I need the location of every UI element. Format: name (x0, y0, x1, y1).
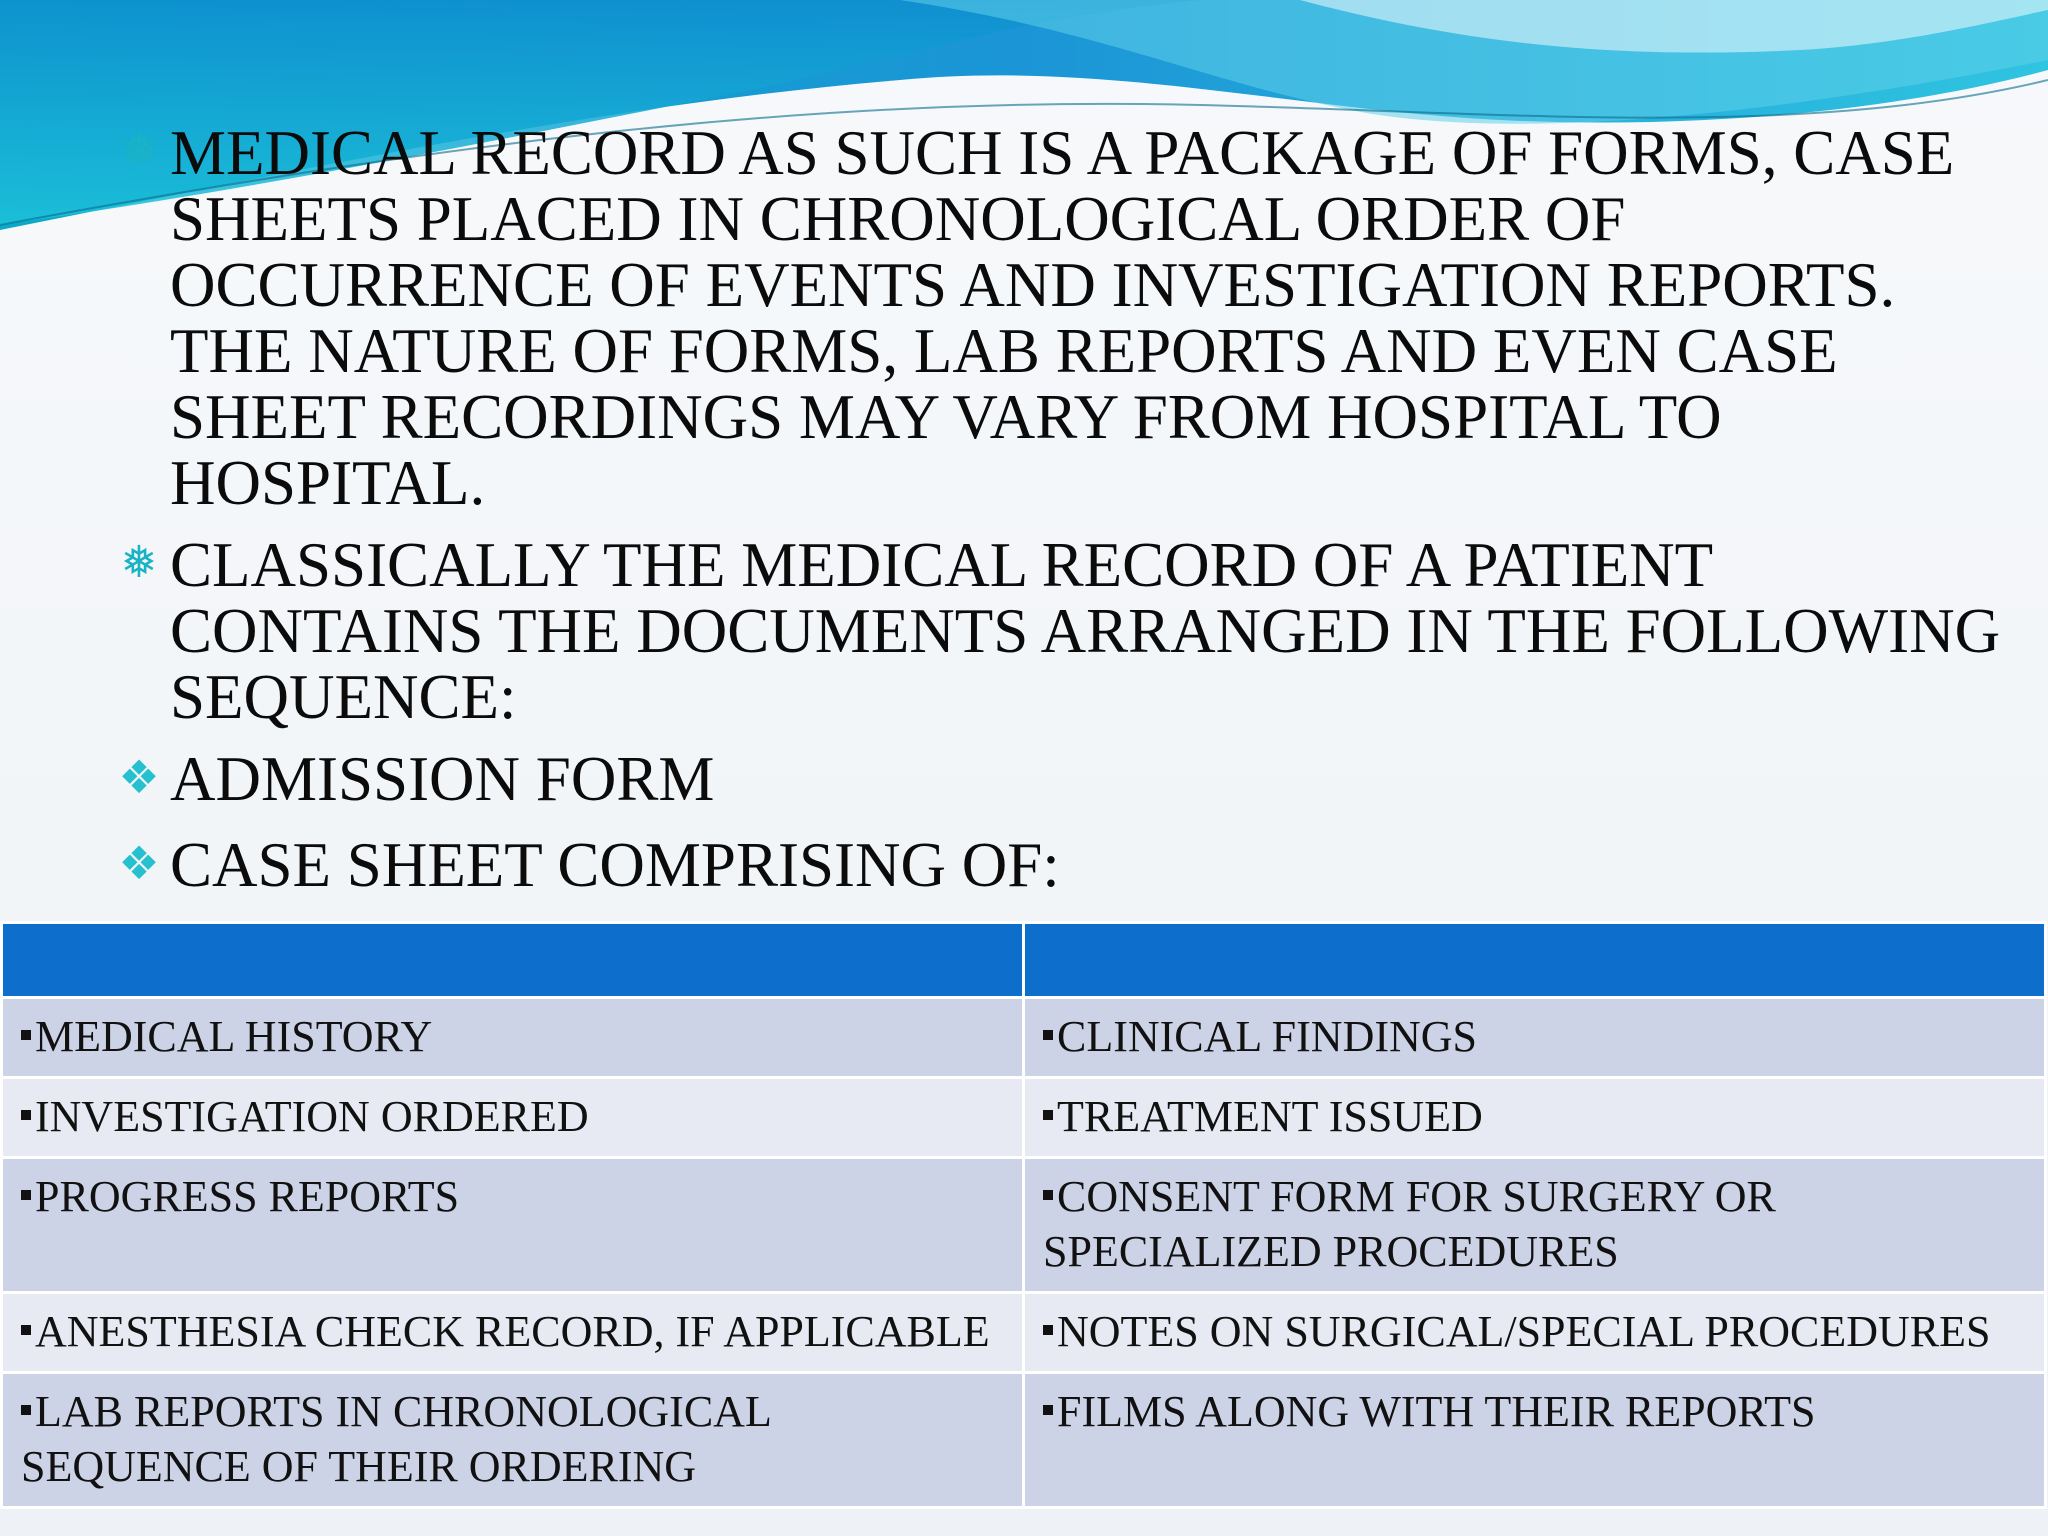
table-row (2, 1078, 2046, 1158)
table-cell (1024, 1373, 2046, 1508)
square-bullet-icon (1043, 1405, 1053, 1415)
cell-text: ANESTHESIA CHECK RECORD, IF APPLICABLE (35, 1307, 990, 1356)
cell-text: NOTES ON SURGICAL/SPECIAL PROCEDURES (1057, 1307, 1991, 1356)
cell-text: LAB REPORTS IN CHRONOLOGICAL SEQUENCE OF THEIR ORDERING (21, 1387, 771, 1491)
case-sheet-table-wrapper (0, 921, 2048, 1509)
bullet-text: ADMISSION FORM (170, 744, 715, 814)
table-header-cell (2, 923, 1024, 998)
bullet-item (110, 746, 2010, 812)
bullet-text: CLASSICALLY THE MEDICAL RECORD OF A PATIENT CONTAINS THE DOCUMENTS ARRANGED IN THE FOLLOWING SEQUENCE: (170, 530, 2001, 732)
table-row (2, 1293, 2046, 1373)
table-cell (2, 1373, 1024, 1508)
table-header-row (2, 923, 2046, 998)
square-bullet-icon (21, 1190, 31, 1200)
cell-text: PROGRESS REPORTS (35, 1172, 460, 1221)
four-diamond-icon: ❖ (118, 836, 160, 890)
case-sheet-table (0, 921, 2047, 1509)
table-header-cell (1024, 923, 2046, 998)
square-bullet-icon (21, 1110, 31, 1120)
cell-text: INVESTIGATION ORDERED (35, 1092, 589, 1141)
table-cell (2, 998, 1024, 1078)
square-bullet-icon (21, 1030, 31, 1040)
square-bullet-icon (21, 1325, 31, 1335)
square-bullet-icon (1043, 1110, 1053, 1120)
bullet-text: CASE SHEET COMPRISING OF: (170, 830, 1060, 900)
square-bullet-icon (1043, 1030, 1053, 1040)
table-row (2, 998, 2046, 1078)
cell-text: CONSENT FORM FOR SURGERY OR SPECIALIZED PROCEDURES (1043, 1172, 1776, 1276)
cell-text: TREATMENT ISSUED (1057, 1092, 1483, 1141)
square-bullet-icon (1043, 1325, 1053, 1335)
bullet-item (110, 832, 2010, 898)
table-cell (1024, 1158, 2046, 1293)
cell-text: CLINICAL FINDINGS (1057, 1012, 1478, 1061)
table-cell (1024, 1078, 2046, 1158)
snowflake-icon: ❅ (120, 537, 158, 588)
table-cell (1024, 998, 2046, 1078)
snowflake-icon: ❅ (120, 125, 158, 176)
table-row (2, 1373, 2046, 1508)
table-cell (2, 1158, 1024, 1293)
table-cell (2, 1078, 1024, 1158)
table-cell (1024, 1293, 2046, 1373)
bullet-text: MEDICAL RECORD AS SUCH IS A PACKAGE OF FORMS, CASE SHEETS PLACED IN CHRONOLOGICAL ORDER OF OCCURRENCE OF EVENTS AND INVESTIGATION REPORTS. THE NATURE OF FORMS, LAB REPORTS AND EVEN CASE SHEET RECORDINGS MAY VARY FROM HOSPITAL TO HOSPITAL. (170, 118, 1955, 518)
square-bullet-icon (21, 1405, 31, 1415)
bullet-item (110, 532, 2010, 730)
cell-text: FILMS ALONG WITH THEIR REPORTS (1057, 1387, 1816, 1436)
square-bullet-icon (1043, 1190, 1053, 1200)
table-row (2, 1158, 2046, 1293)
table-cell (2, 1293, 1024, 1373)
bullet-item (110, 120, 2010, 516)
bullet-list (110, 120, 2010, 918)
cell-text: MEDICAL HISTORY (35, 1012, 433, 1061)
four-diamond-icon: ❖ (118, 750, 160, 804)
